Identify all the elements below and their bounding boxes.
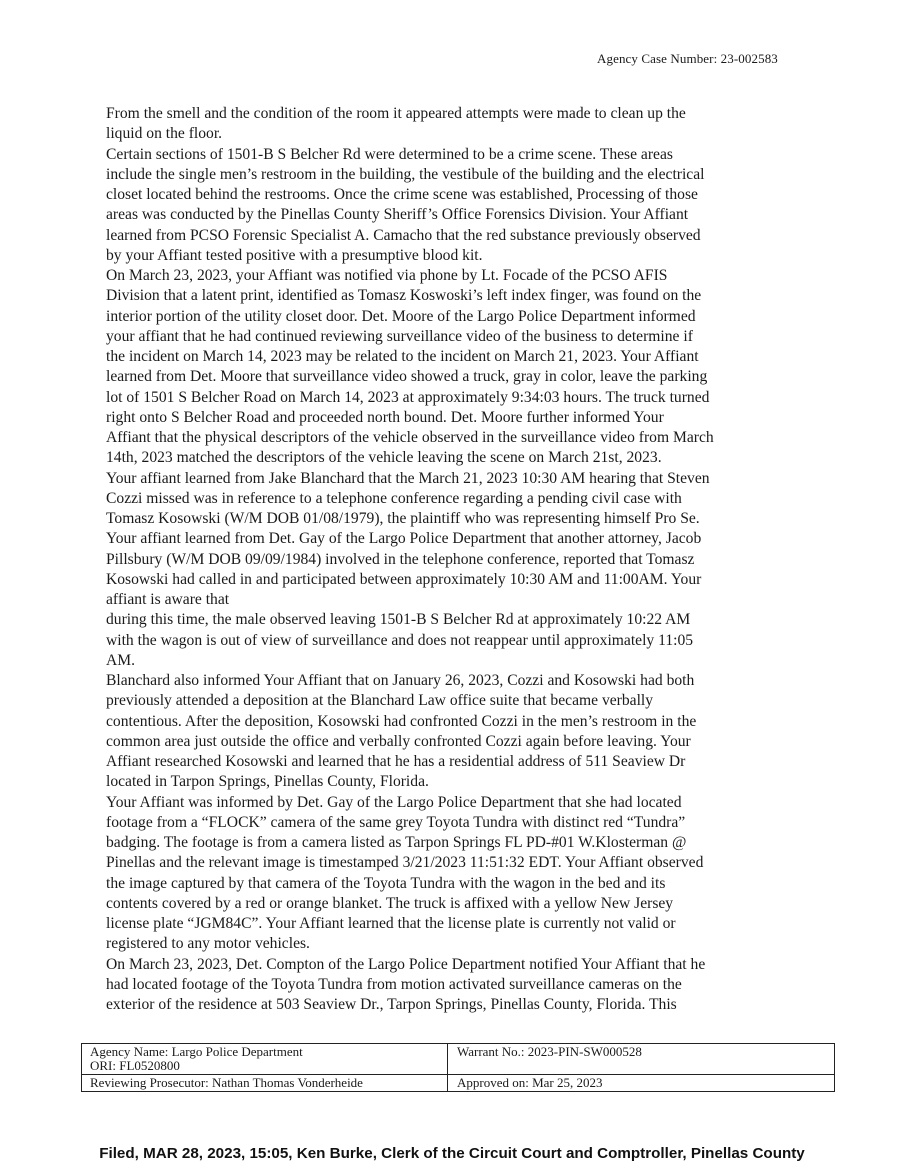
body-text-line: closet located behind the restrooms. Once the crime scene was established, Processing of those [106, 186, 698, 203]
body-text-line: by your Affiant tested positive with a presumptive blood kit. [106, 246, 483, 264]
body-text-line: the incident on March 14, 2023 may be related to the incident on March 21, 2023. Your Affiant [106, 348, 699, 365]
agency-name: Agency Name: Largo Police Department [90, 1044, 303, 1059]
body-text-line: previously attended a deposition at the Blanchard Law office suite that became verbally [106, 692, 654, 710]
body-text-line: include the single men’s restroom in the building, the vestibule of the building and the electrical [106, 165, 705, 183]
reviewing-prosecutor: Reviewing Prosecutor: Nathan Thomas Vonderheide [82, 1075, 448, 1092]
approved-on: Approved on: Mar 25, 2023 [448, 1075, 835, 1092]
body-text-line: Affiant that the physical descriptors of the vehicle observed in the surveillance video from March [106, 429, 714, 446]
agency-info-table [81, 1043, 835, 1092]
body-text-line: interior portion of the utility closet door. Det. Moore of the Largo Police Department informed [106, 307, 696, 325]
agency-cell [82, 1044, 448, 1075]
info-table-row [82, 1044, 835, 1075]
body-text-line: your affiant that he had continued reviewing surveillance video of the business to determine if [106, 327, 693, 345]
body-text-line: right onto S Belcher Road and proceeded north bound. Det. Moore further informed Your [106, 408, 664, 426]
agency-ori: ORI: FL0520800 [90, 1058, 180, 1073]
body-text-line: common area just outside the office and verbally confronted Cozzi again before leaving. Your [106, 732, 691, 750]
body-text-line: had located footage of the Toyota Tundra from motion activated surveillance cameras on the [106, 975, 682, 993]
body-text-line: learned from PCSO Forensic Specialist A. Camacho that the red substance previously observed [106, 226, 701, 244]
body-text-line: Cozzi missed was in reference to a telephone conference regarding a pending civil case with [106, 489, 682, 507]
body-text-line: contentious. After the deposition, Kosowski had confronted Cozzi in the men’s restroom in the [106, 712, 697, 730]
body-text-line: badging. The footage is from a camera listed as Tarpon Springs FL PD-#01 W.Klosterman @ [106, 834, 687, 851]
body-text-line: On March 23, 2023, your Affiant was notified via phone by Lt. Focade of the PCSO AFIS [106, 267, 668, 284]
body-text-line: Your affiant learned from Jake Blanchard that the March 21, 2023 10:30 AM hearing that Steven [106, 469, 710, 487]
body-text-line: Certain sections of 1501-B S Belcher Rd were determined to be a crime scene. These areas [106, 145, 673, 163]
body-text-line: located in Tarpon Springs, Pinellas County, Florida. [106, 773, 429, 791]
body-text-line: Pillsbury (W/M DOB 09/09/1984) involved in the telephone conference, reported that Tomasz [106, 550, 695, 568]
body-text-line: with the wagon is out of view of surveillance and does not reappear until approximately 11:05 [106, 631, 694, 649]
body-text-line: license plate “JGM84C”. Your Affiant learned that the license plate is currently not valid or [106, 915, 676, 932]
affidavit-body-text [106, 104, 806, 1015]
body-text-line: lot of 1501 S Belcher Road on March 14, 2023 at approximately 9:34:03 hours. The truck turned [106, 388, 710, 406]
body-text-line: Tomasz Kosowski (W/M DOB 01/08/1979), the plaintiff who was representing himself Pro Se. [106, 510, 700, 527]
warrant-number: Warrant No.: 2023-PIN-SW000528 [448, 1044, 835, 1075]
filed-stamp: Filed, MAR 28, 2023, 15:05, Ken Burke, Clerk of the Circuit Court and Comptroller, Pinellas County [99, 1145, 805, 1162]
body-text-line: areas was conducted by the Pinellas County Sheriff’s Office Forensics Division. Your Affiant [106, 206, 689, 224]
body-text-line: On March 23, 2023, Det. Compton of the Largo Police Department notified Your Affiant that he [106, 955, 706, 973]
body-text-line: liquid on the floor. [106, 125, 223, 143]
body-text-line: affiant is aware that [106, 591, 230, 608]
body-text-line: 14th, 2023 matched the descriptors of the vehicle leaving the scene on March 21st, 2023. [106, 449, 662, 467]
agency-case-number: Agency Case Number: 23-002583 [597, 51, 778, 66]
body-text-line: registered to any motor vehicles. [106, 935, 310, 953]
body-text-line: Kosowski had called in and participated between approximately 10:30 AM and 11:00AM. Your [106, 570, 702, 588]
body-text-line: Your affiant learned from Det. Gay of the Largo Police Department that another attorney, Jacob [106, 530, 702, 548]
body-text-line: during this time, the male observed leaving 1501-B S Belcher Rd at approximately 10:22 AM [106, 611, 691, 629]
info-table-row [82, 1075, 835, 1092]
body-text-line: Pinellas and the relevant image is timestamped 3/21/2023 11:51:32 EDT. Your Affiant observed [106, 854, 704, 872]
body-text-line: AM. [106, 651, 136, 669]
body-text-line: From the smell and the condition of the room it appeared attempts were made to clean up the [106, 105, 686, 122]
body-text-line: footage from a “FLOCK” camera of the same grey Toyota Tundra with distinct red “Tundra” [106, 813, 686, 831]
body-text-line: Blanchard also informed Your Affiant that on January 26, 2023, Cozzi and Kosowski had both [106, 672, 695, 689]
body-text-line: learned from Det. Moore that surveillance video showed a truck, gray in color, leave the parking [106, 368, 708, 386]
body-text-line: the image captured by that camera of the Toyota Tundra with the wagon in the bed and its [106, 874, 666, 892]
body-text-line: exterior of the residence at 503 Seaview Dr., Tarpon Springs, Pinellas County, Florida. This [106, 996, 677, 1013]
body-text-line: Division that a latent print, identified as Tomasz Koswoski’s left index finger, was found on the [106, 287, 702, 305]
body-text-line: contents covered by a red or orange blanket. The truck is affixed with a yellow New Jersey [106, 894, 674, 912]
body-text-line: Your Affiant was informed by Det. Gay of the Largo Police Department that she had located [106, 793, 682, 811]
body-text-line: Affiant researched Kosowski and learned that he has a residential address of 511 Seaview Dr [106, 753, 686, 770]
